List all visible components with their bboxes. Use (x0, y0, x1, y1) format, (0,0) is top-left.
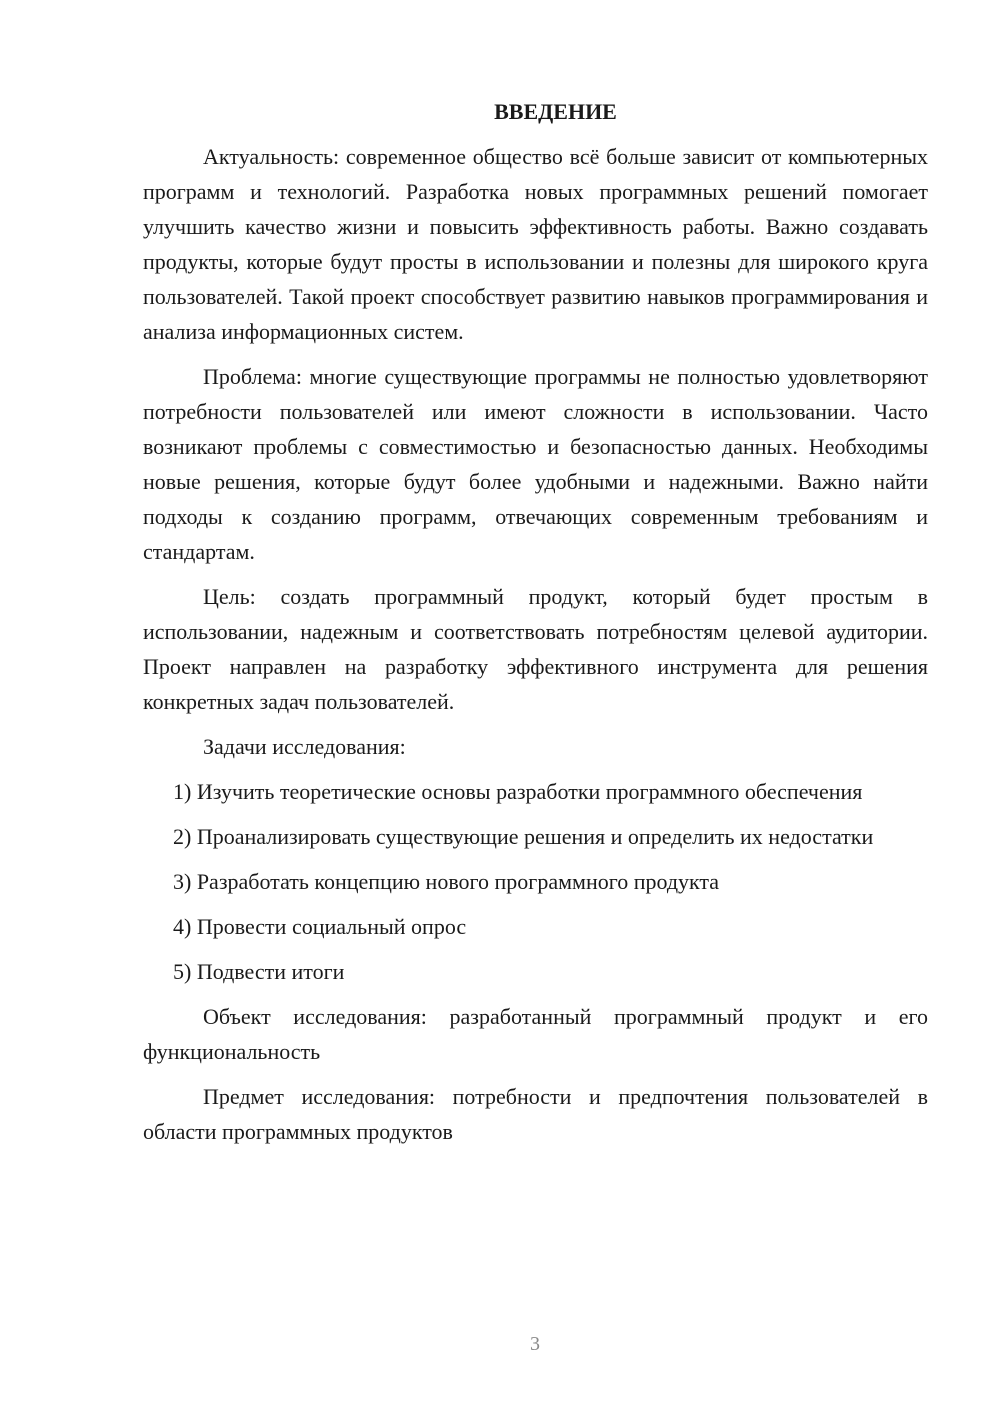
paragraph-subject: Предмет исследования: потребности и предпочтения пользователей в области программных продуктов (143, 1084, 928, 1144)
tasks-heading: Задачи исследования: (203, 734, 406, 759)
list-item: 3) Разработать концепцию нового программного продукта (173, 869, 720, 894)
page-number: 3 (530, 1333, 540, 1355)
paragraph-relevance: Актуальность: современное общество всё больше зависит от компьютерных программ и технологий. Разработка новых программных решений помогает улучшить качество жизни и повысить эффективность работы. Важно создавать продукты, которые будут просты в использовании и полезны для широкого круга пользователей. Такой проект способствует развитию навыков программирования и анализа информационных систем. (143, 144, 928, 344)
list-item: 5) Подвести итоги (173, 959, 345, 984)
list-item: 2) Проанализировать существующие решения и определить их недостатки (173, 824, 874, 849)
list-item: 4) Провести социальный опрос (173, 914, 467, 939)
paragraph-object: Объект исследования: разработанный программный продукт и его функциональность (143, 1004, 928, 1064)
page-title: ВВЕДЕНИЕ (494, 99, 617, 124)
document-body (143, 94, 928, 1159)
paragraph-goal: Цель: создать программный продукт, который будет простым в использовании, надежным и соответствовать потребностям целевой аудитории. Проект направлен на разработку эффективного инструмента для решения конкретных задач пользователей. (143, 584, 928, 714)
paragraph-problem: Проблема: многие существующие программы не полностью удовлетворяют потребности пользователей или имеют сложности в использовании. Часто возникают проблемы с совместимостью и безопасностью данных. Необходимы новые решения, которые будут более удобными и надежными. Важно найти подходы к созданию программ, отвечающих современным требованиям и стандартам. (143, 364, 928, 564)
list-item: 1) Изучить теоретические основы разработки программного обеспечения (173, 779, 863, 804)
